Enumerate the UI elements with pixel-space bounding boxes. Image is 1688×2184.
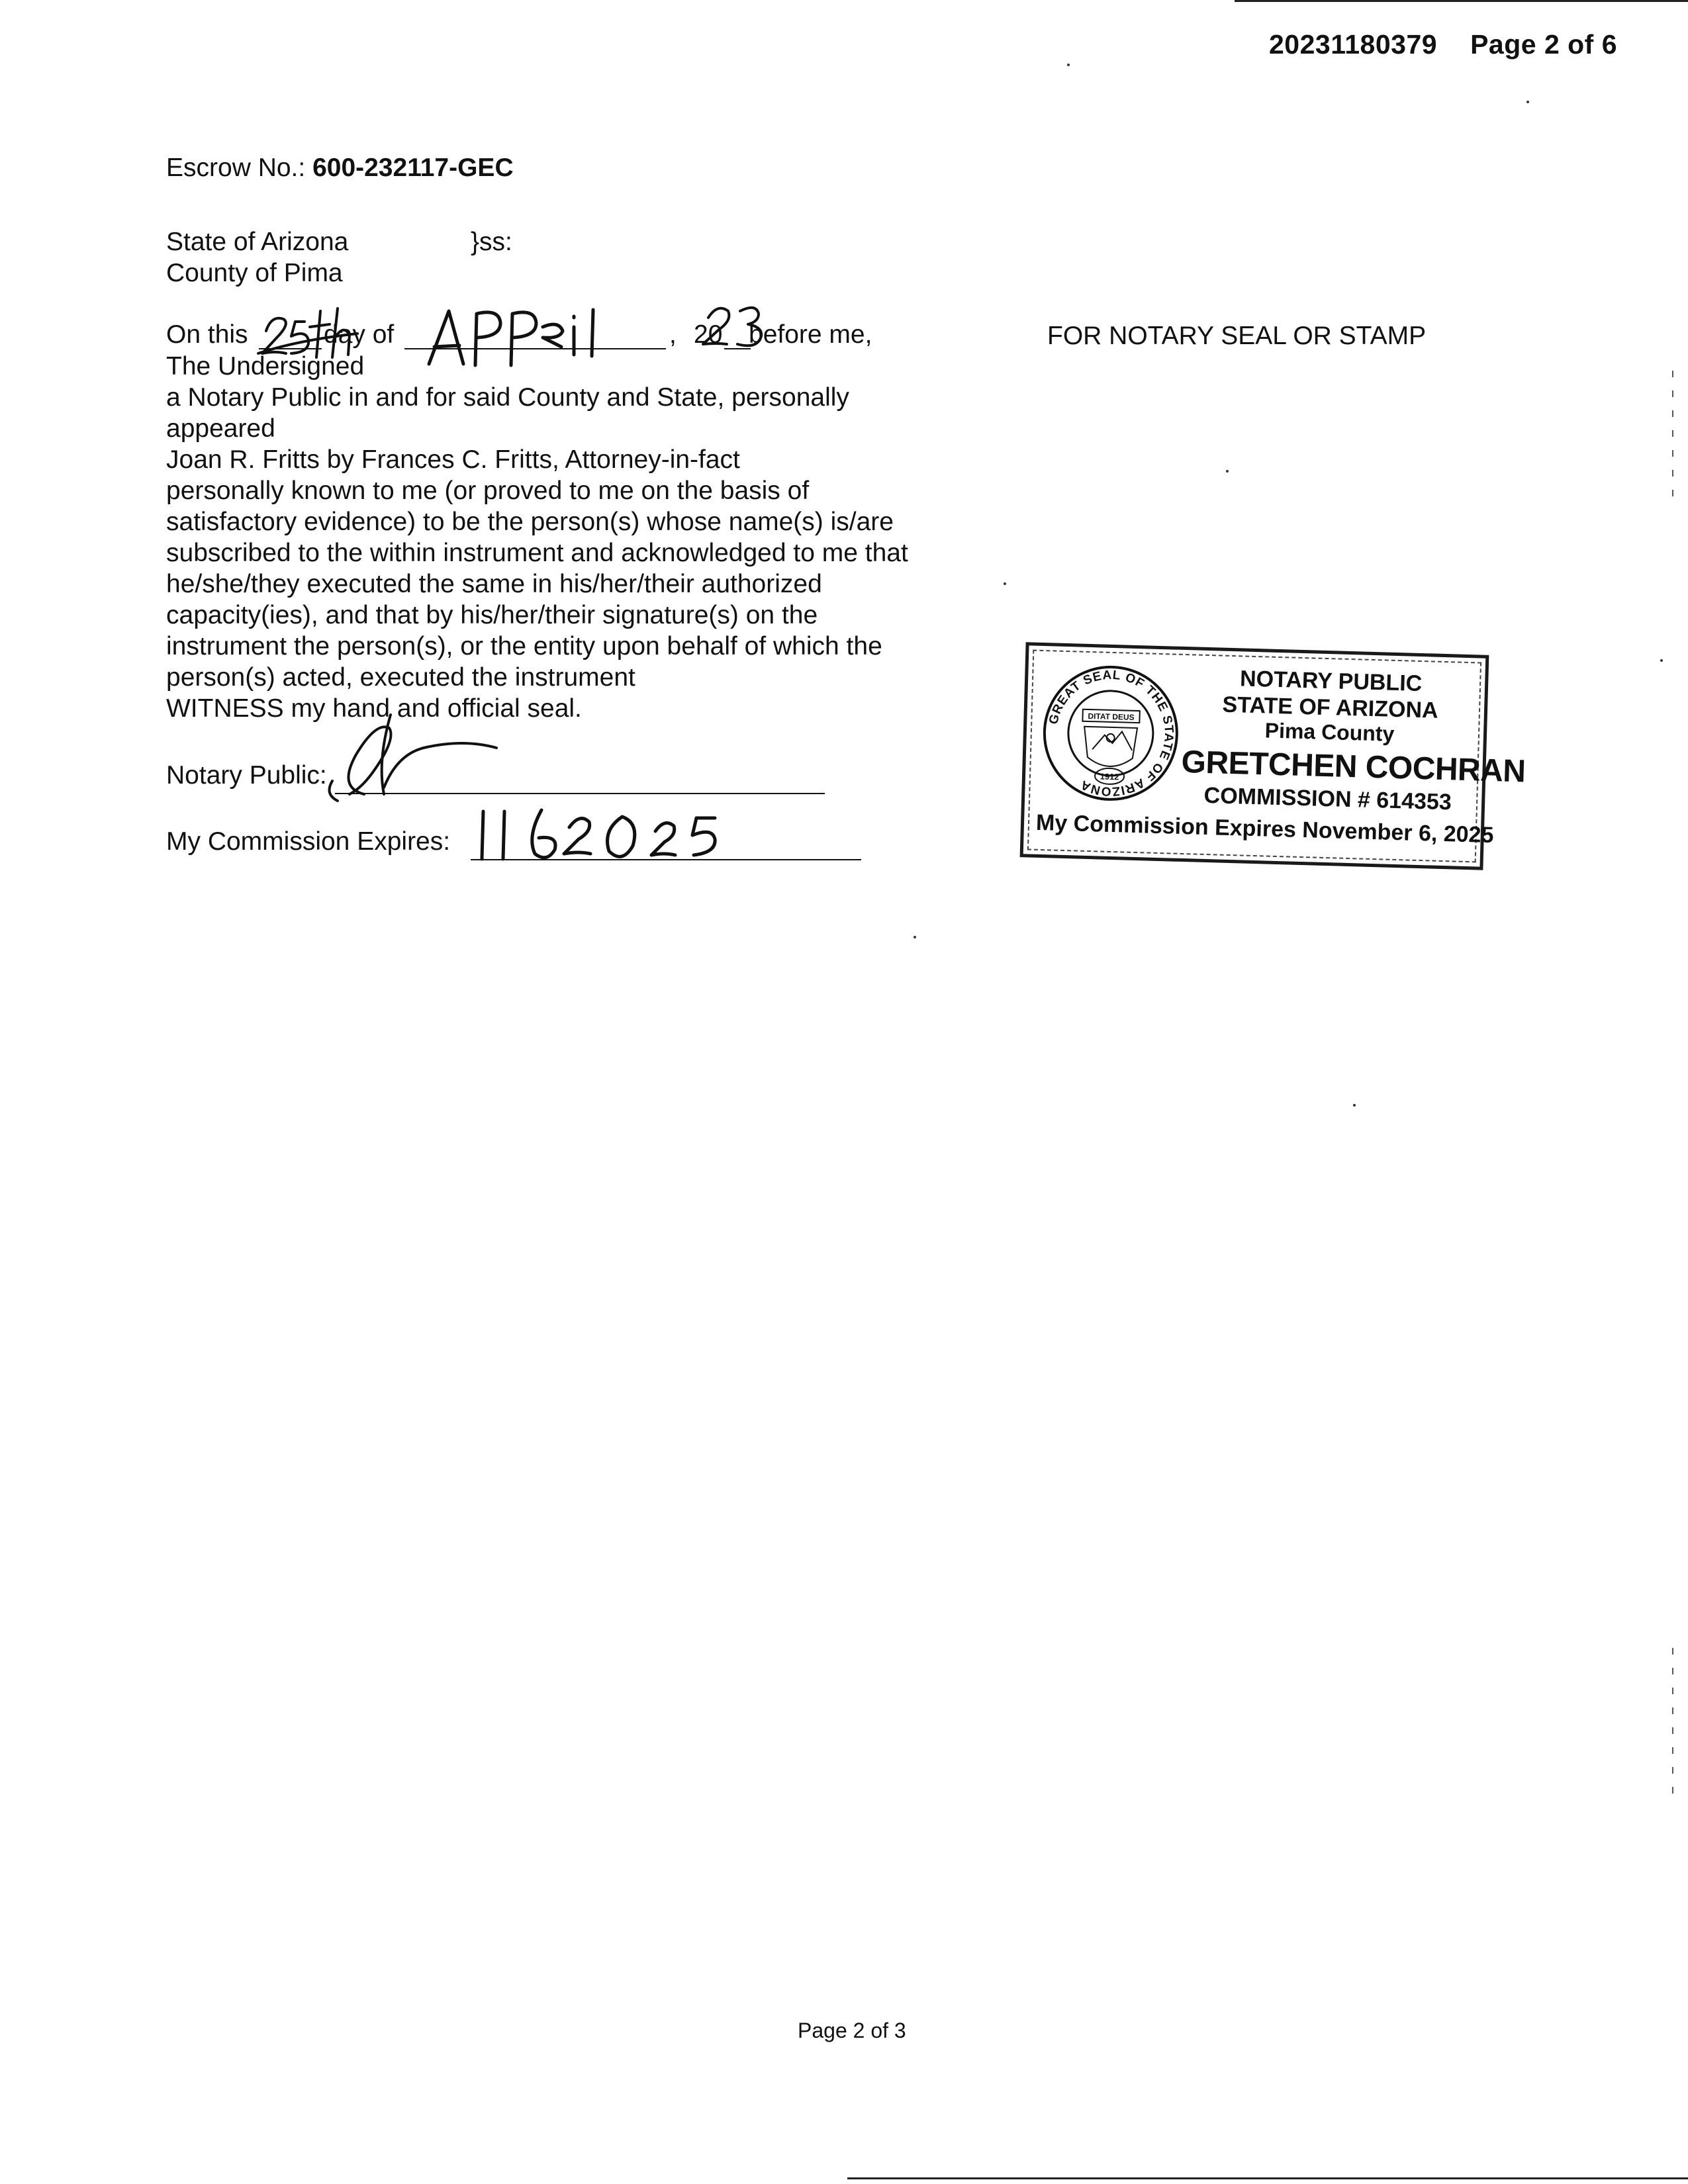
scan-speck [1004,582,1006,585]
witness-line: WITNESS my hand and official seal. [166,694,582,723]
recording-header [1269,29,1617,60]
scan-edge-mark [1672,371,1673,503]
header-rule [1235,0,1688,2]
footer-rule [847,2177,1688,2179]
notary-stamp [1020,642,1526,870]
stamp-commission-number: COMMISSION # 614353 [1203,782,1452,815]
stamp-notary-name: GRETCHEN COCHRAN [1180,744,1526,790]
ack-line-3: Joan R. Fritts by Frances C. Fritts, Attorney-in-fact [166,445,740,474]
handwritten-month [429,310,593,365]
handwritten-expiration [463,801,781,867]
stamp-line-state: STATE OF ARIZONA [1222,692,1439,723]
venue-ss: }ss: [471,228,512,256]
escrow-number: 600-232117-GEC [312,154,514,182]
scan-speck [914,936,916,938]
scan-speck [1660,659,1663,662]
ack-line-5: satisfactory evidence) to be the person(s) whose name(s) is/are [166,508,894,536]
venue-state: State of Arizona [166,228,349,256]
seal-ring-text: GREAT SEAL OF THE STATE OF ARIZONA [1046,668,1176,799]
ack-line-9: instrument the person(s), or the entity upon behalf of which the [166,632,882,660]
page-indicator: Page 2 of 6 [1470,29,1618,60]
comma: , [669,320,677,349]
scan-speck [1526,101,1529,103]
stamp-line-county: Pima County [1264,718,1395,746]
scan-speck [1067,64,1070,66]
venue-county: County of Pima [166,259,343,287]
escrow-line [166,152,514,183]
seal-motto: DITAT DEUS [1088,711,1135,722]
ack-line-1: a Notary Public in and for said County and State, personally [166,383,849,412]
stamp-line-notary-public: NOTARY PUBLIC [1239,666,1423,697]
ack-line-4: personally known to me (or proved to me on the basis of [166,477,810,505]
notary-signature [311,688,530,814]
escrow-label: Escrow No.: [166,154,306,182]
great-seal-icon [1039,662,1182,805]
ack-line-8: capacity(ies), and that by his/her/their signature(s) on the [166,601,818,629]
stamp-commission-expires: My Commission Expires November 6, 2025 [1035,809,1494,848]
document-number: 20231180379 [1269,29,1438,60]
seal-year: 1912 [1100,771,1119,782]
scan-speck [1353,1104,1356,1107]
handwritten-year [703,308,761,345]
on-this-label: On this [166,320,248,349]
ack-line-2: appeared [166,414,275,443]
ack-line-6: subscribed to the within instrument and acknowledged to me that [166,539,908,567]
page-footer: Page 2 of 3 [798,2019,906,2042]
officer-name: The Undersigned [166,352,365,381]
scan-edge-mark [1672,1648,1673,1807]
handwritten-day [258,308,357,357]
before-me-label: before me, [749,320,872,349]
seal-area-label: FOR NOTARY SEAL OR STAMP [1047,322,1427,350]
day-of-label: day of [324,320,395,349]
ack-line-10: person(s) acted, executed the instrument [166,663,635,692]
year-prefix: 20 [694,320,723,349]
scan-speck [1226,470,1229,473]
notary-public-label: Notary Public: [166,761,327,790]
commission-expires-label: My Commission Expires: [166,827,451,856]
ack-line-7: he/she/they executed the same in his/her/their authorized [166,570,822,598]
